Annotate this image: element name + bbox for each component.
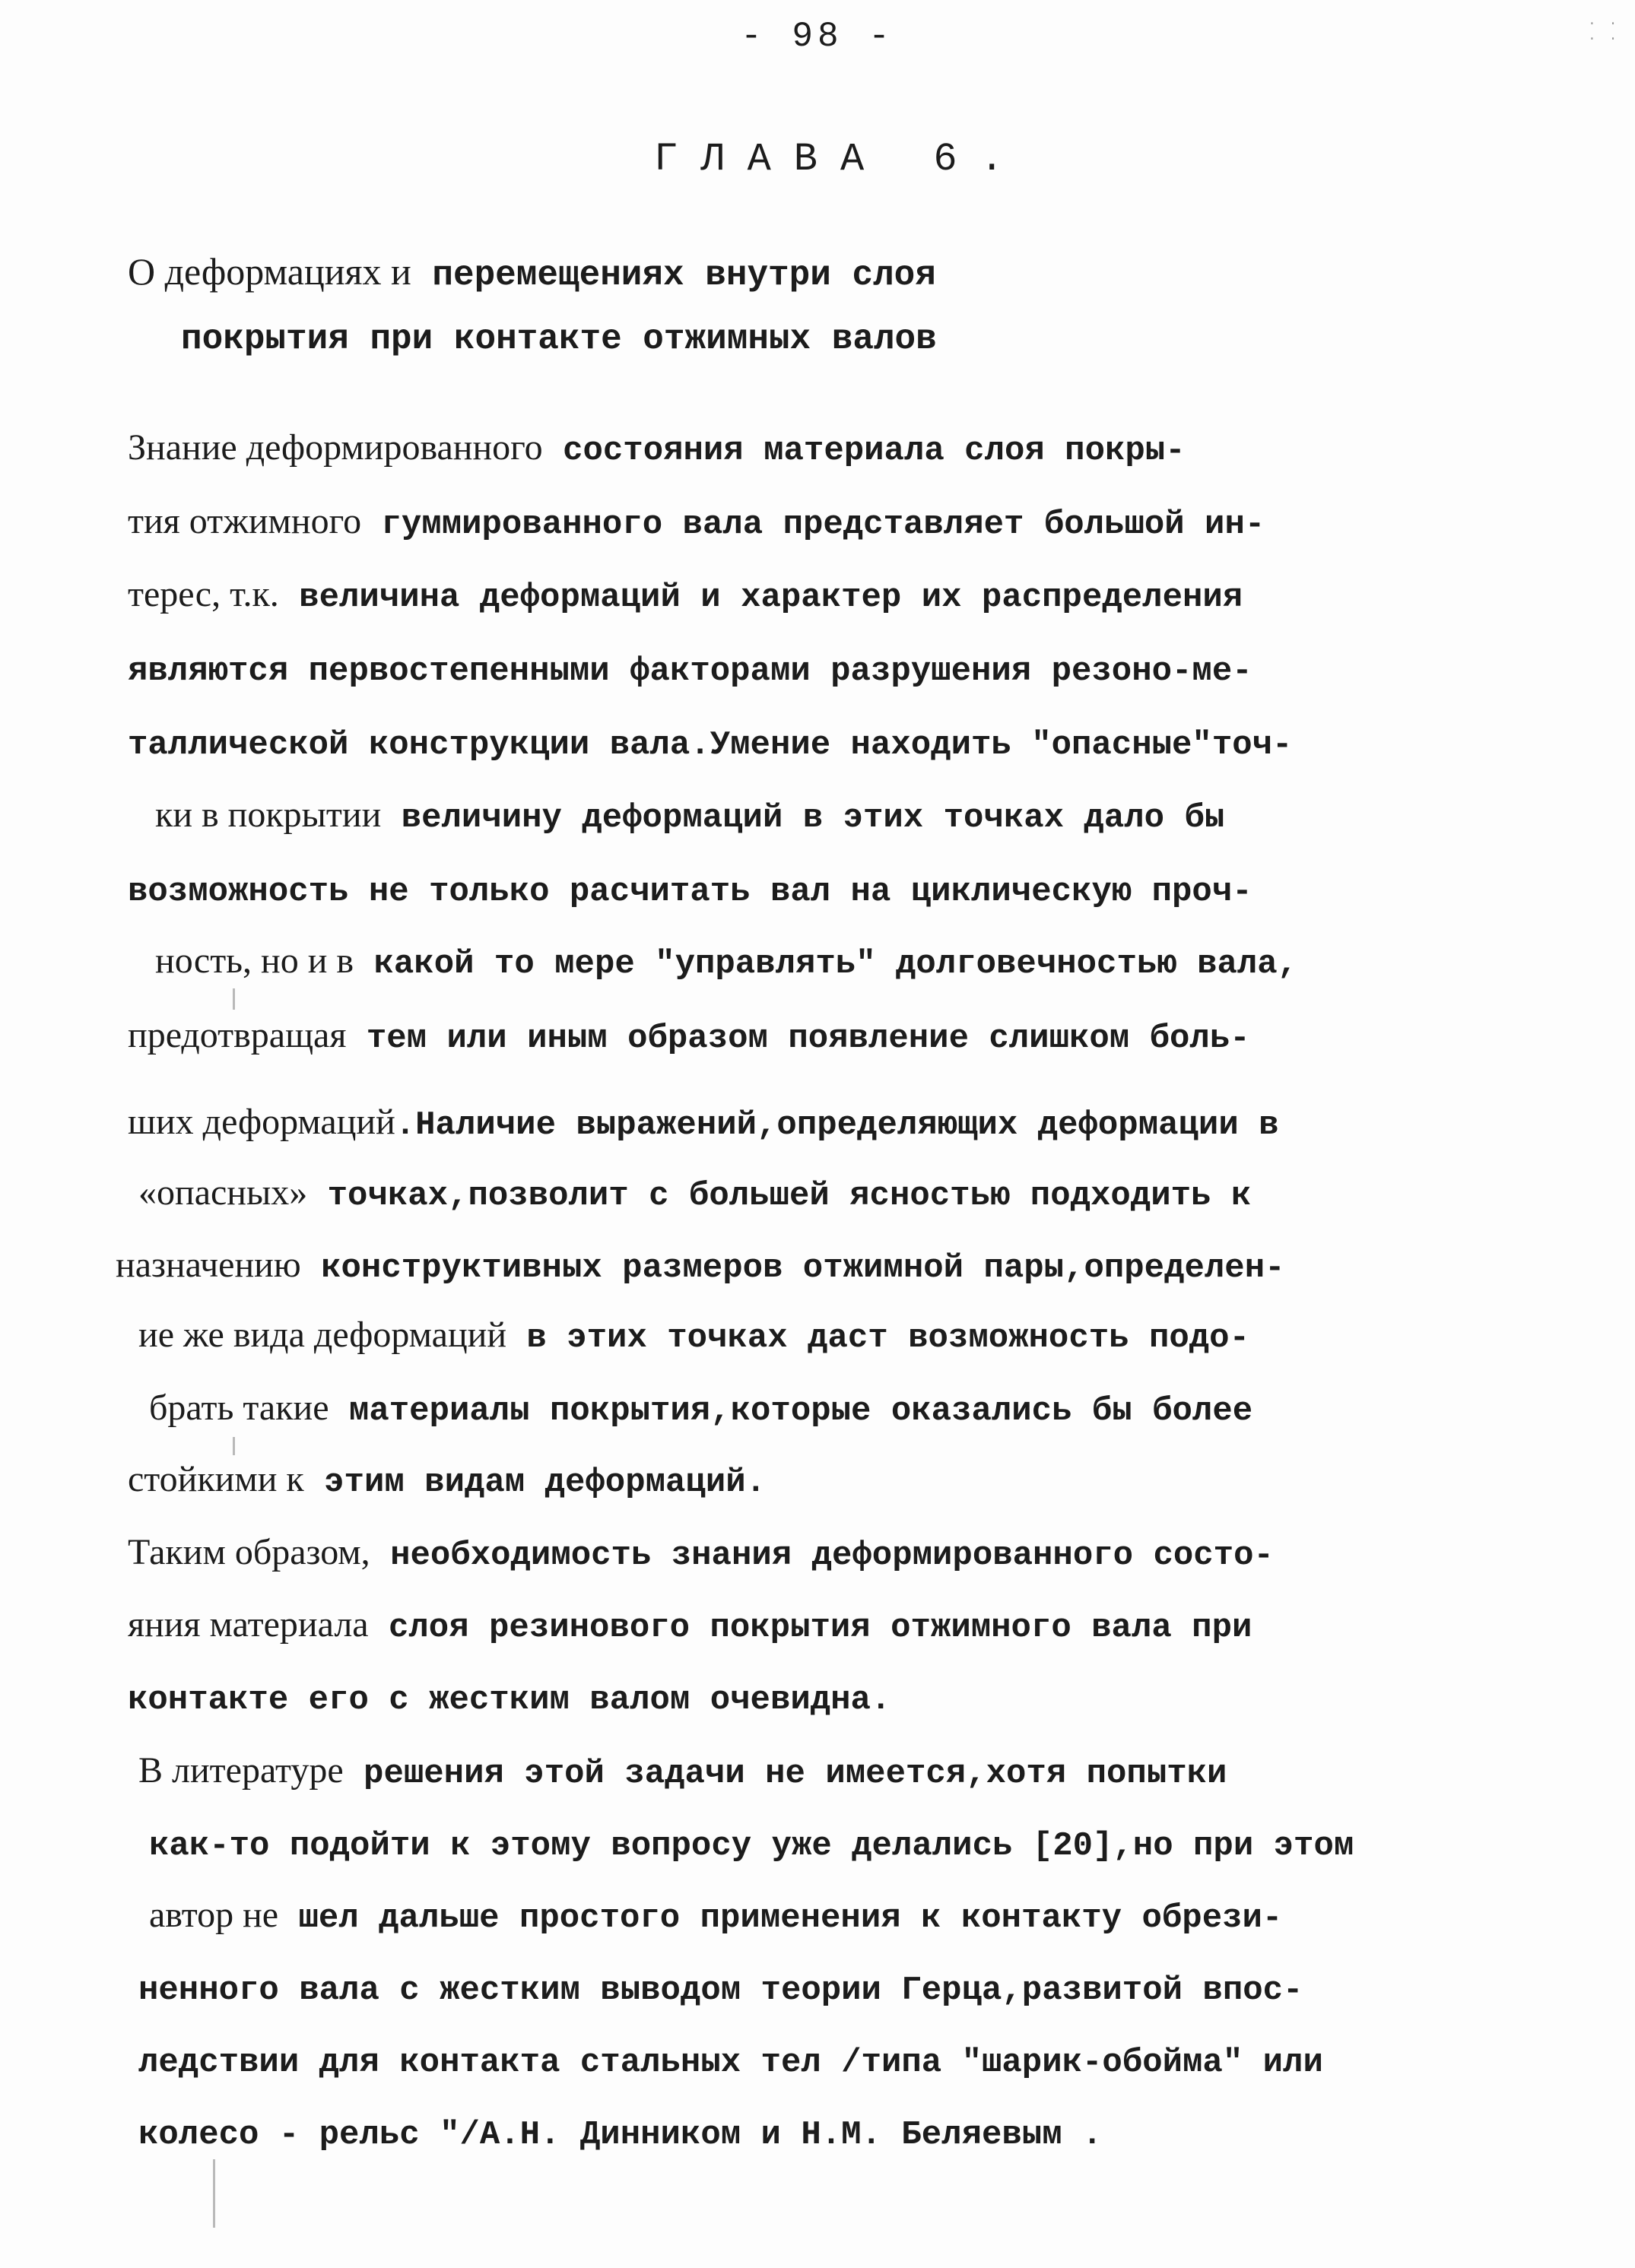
text-line: [138, 1317, 1249, 1355]
text-line: [128, 1679, 891, 1717]
line-typed: этим видам деформаций.: [303, 1464, 767, 1502]
line-lead: автор не: [149, 1895, 279, 1935]
line-typed: величину деформаций в этих точках дало бы: [381, 799, 1225, 837]
line-lead: брать такие: [149, 1388, 329, 1428]
line-typed: тем или иным образом появление слишком боль-: [346, 1020, 1250, 1058]
subtitle-line: [128, 249, 936, 295]
line-typed: являются первостепенными факторами разрушения резоно-ме-: [128, 652, 1252, 690]
line-lead: предотвращая: [128, 1015, 347, 1055]
text-line: [138, 2041, 1323, 2082]
text-line: [138, 1969, 1303, 2007]
scan-margin-mark: [233, 1437, 235, 1455]
line-typed: точках,позволит с большей ясностью подходить к: [307, 1177, 1252, 1215]
text-line: [128, 1015, 1250, 1058]
subtitle-lead: О деформациях и: [128, 250, 411, 293]
text-line: [128, 724, 1292, 762]
line-lead: ие же вида деформаций: [138, 1315, 507, 1355]
line-typed: шел дальше простого применения к контакту обрези-: [278, 1899, 1283, 1937]
text-line: [138, 2114, 1102, 2152]
subtitle-typed: покрытия при контакте отжимных валов: [181, 319, 937, 359]
line-lead: В литературе: [138, 1750, 344, 1791]
line-typed: решения этой задачи не имеется,хотя попытки: [343, 1755, 1227, 1793]
text-line: [128, 650, 1252, 688]
text-line: [138, 1172, 1252, 1215]
line-lead: Знание деформированного: [128, 427, 543, 468]
line-lead: яния материала: [128, 1604, 369, 1645]
text-line: [128, 1532, 1274, 1575]
line-lead: «опасных»: [138, 1172, 308, 1213]
line-typed: .Наличие выражений,определяющих деформации в: [395, 1106, 1279, 1144]
text-line: [128, 1459, 767, 1502]
chapter-title: ГЛАВА 6.: [654, 137, 1027, 182]
subtitle-typed: перемещениях внутри слоя: [411, 255, 936, 295]
text-line: [149, 1897, 1282, 1935]
line-typed: материалы покрытия,которые оказались бы более: [329, 1392, 1253, 1430]
text-line: [149, 1390, 1252, 1428]
line-typed: колесо - рельс "/А.Н. Динником и Н.М. Беляевым .: [138, 2116, 1103, 2154]
text-line: [128, 1104, 1279, 1142]
line-typed: как-то подойти к этому вопросу уже делались [20],но при этом: [149, 1827, 1354, 1865]
line-typed: ледствии для контакта стальных тел /типа "шарик-обойма" или: [138, 2044, 1323, 2082]
text-line: [128, 427, 1186, 470]
text-line: [155, 797, 1224, 835]
line-lead: назначению: [116, 1245, 301, 1285]
text-line: [128, 501, 1265, 544]
line-typed: величина деформаций и характер их распределения: [278, 579, 1243, 617]
line-lead: тия отжимного: [128, 501, 362, 541]
page-number: - 98 -: [741, 17, 894, 56]
text-line: [149, 1825, 1354, 1863]
line-lead: ших деформаций: [128, 1102, 395, 1142]
scan-margin-mark: [213, 2159, 215, 2228]
line-typed: конструктивных размеров отжимной пары,определен-: [300, 1249, 1285, 1287]
line-typed: ненного вала с жестким выводом теории Герца,развитой впос-: [138, 1971, 1303, 2009]
text-line: [128, 574, 1243, 617]
line-lead: ность, но и в: [155, 941, 354, 981]
line-typed: в этих точках даст возможность подо-: [506, 1319, 1249, 1357]
text-line: [128, 1604, 1252, 1647]
line-typed: какой то мере "управлять" долговечностью вала,: [354, 945, 1298, 983]
text-line: [155, 943, 1297, 981]
text-line: [128, 871, 1252, 909]
scan-edge-mark: · · · ·: [1588, 17, 1620, 47]
scan-margin-mark: [233, 988, 235, 1010]
subtitle-line: [181, 319, 937, 359]
line-lead: стойкими к: [128, 1459, 304, 1499]
line-lead: терес, т.к.: [128, 574, 279, 614]
line-lead: ки в покрытии: [155, 795, 382, 835]
line-typed: слоя резинового покрытия отжимного вала при: [368, 1609, 1252, 1647]
line-typed: необходимость знания деформированного состо-: [370, 1537, 1274, 1575]
line-typed: гуммированного вала представляет большой ин-: [361, 506, 1265, 544]
line-typed: состояния материала слоя покры-: [542, 432, 1186, 470]
line-typed: контакте его с жестким валом очевидна.: [128, 1681, 891, 1719]
line-typed: таллической конструкции вала.Умение находить "опасные"точ-: [128, 726, 1293, 764]
text-line: [138, 1750, 1227, 1793]
line-lead: Таким образом,: [128, 1532, 370, 1572]
text-line: [116, 1247, 1285, 1285]
line-typed: возможность не только расчитать вал на циклическую проч-: [128, 873, 1252, 911]
